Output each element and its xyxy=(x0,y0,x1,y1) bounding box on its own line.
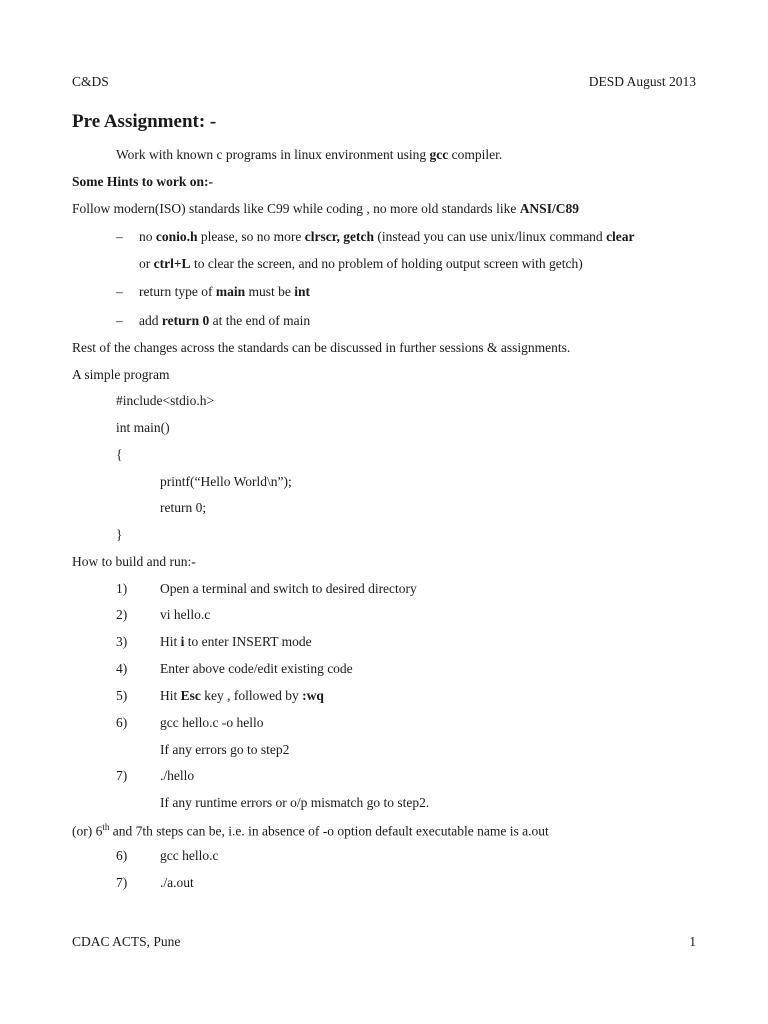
page-number: 1 xyxy=(689,934,696,949)
bullet-dash: – xyxy=(116,229,123,244)
step-number: 2) xyxy=(116,607,128,622)
alt-step-6-text: gcc hello.c xyxy=(160,848,219,863)
code-line-return: return 0; xyxy=(160,500,207,515)
bullet-item-conio-continued: or ctrl+L to clear the screen, and no problem of holding output screen with getch) xyxy=(139,256,583,271)
step-7-text: ./hello xyxy=(160,768,195,783)
footer-left: CDAC ACTS, Pune xyxy=(72,934,181,949)
bullet-item-main-return: return type of main must be int xyxy=(139,284,311,299)
step-number: 5) xyxy=(116,688,128,703)
code-line-close-brace: } xyxy=(116,527,123,542)
step-number: 1) xyxy=(116,581,128,596)
header-right: DESD August 2013 xyxy=(588,74,696,89)
alternative-steps-text: (or) 6th and 7th steps can be, i.e. in absence of -o option default executable name is a.out xyxy=(72,822,549,839)
step-7-note: If any runtime errors or o/p mismatch go to step2. xyxy=(160,795,430,810)
step-number: 4) xyxy=(116,661,128,676)
step-4-text: Enter above code/edit existing code xyxy=(160,661,353,676)
code-line-include: #include<stdio.h> xyxy=(116,393,215,408)
code-line-printf: printf(“Hello World\n”); xyxy=(160,474,292,489)
build-run-heading: How to build and run:- xyxy=(72,554,196,569)
bullet-item-conio: no conio.h please, so no more clrscr, getch (instead you can use unix/linux command clear xyxy=(139,229,635,244)
bullet-dash: – xyxy=(116,284,123,299)
intro-paragraph: Work with known c programs in linux environment using gcc compiler. xyxy=(116,147,503,162)
step-number: 6) xyxy=(116,715,128,730)
rest-of-changes-text: Rest of the changes across the standards can be discussed in further sessions & assignments. xyxy=(72,340,571,355)
follow-standards-text: Follow modern(ISO) standards like C99 while coding , no more old standards like ANSI/C89 xyxy=(72,201,579,216)
step-2-text: vi hello.c xyxy=(160,607,211,622)
step-5-text: Hit Esc key , followed by :wq xyxy=(160,688,324,703)
page-title: Pre Assignment: - xyxy=(72,111,217,132)
code-line-open-brace: { xyxy=(116,447,123,462)
simple-program-heading: A simple program xyxy=(72,367,170,382)
step-number: 3) xyxy=(116,634,128,649)
step-number: 7) xyxy=(116,768,128,783)
code-line-main: int main() xyxy=(116,420,170,435)
step-number: 6) xyxy=(116,848,128,863)
bullet-item-return-zero: add return 0 at the end of main xyxy=(139,313,311,328)
step-1-text: Open a terminal and switch to desired directory xyxy=(160,581,417,596)
hints-heading: Some Hints to work on:- xyxy=(72,174,213,189)
step-6-text: gcc hello.c -o hello xyxy=(160,715,264,730)
step-3-text: Hit i to enter INSERT mode xyxy=(160,634,312,649)
alt-step-7-text: ./a.out xyxy=(160,875,194,890)
step-number: 7) xyxy=(116,875,128,890)
step-6-note: If any errors go to step2 xyxy=(160,742,290,757)
bullet-dash: – xyxy=(116,313,123,328)
header-left: C&DS xyxy=(72,74,109,89)
